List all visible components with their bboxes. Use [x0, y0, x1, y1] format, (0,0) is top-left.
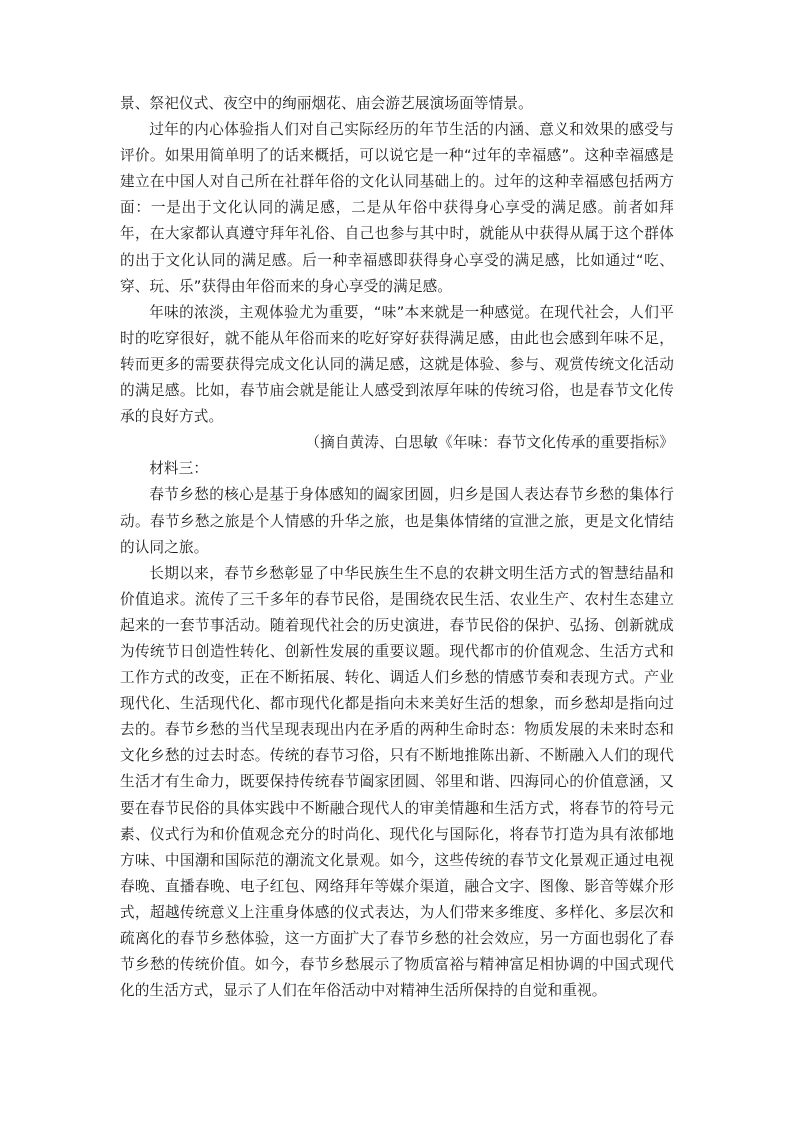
source-citation: （摘自黄涛、白思敏《年味：春节文化传承的重要指标》: [305, 434, 674, 452]
paragraph-spring-nostalgia-core: 春节乡愁的核心是基于身体感知的阖家团圆，归乡是国人表达春节乡愁的集体行动。春节乡愁之旅是个人情感的升华之旅，也是集体情绪的宣泄之旅，更是文化情结的认同之旅。: [120, 486, 674, 556]
paragraph-spring-nostalgia-history: 长期以来，春节乡愁彰显了中华民族生生不息的农耕文明生活方式的智慧结晶和价值追求。流传了三千多年的春节民俗，是围绕农民生活、农业生产、农村生态建立起来的一套节事活动。随着现代社会的历史演进，春节民俗的保护、弘扬、创新就成为传统节日创造性转化、创新性发展的重要议题。现代都市的价值观念、生活方式和工作方式的改变，正在不断拓展、转化、调适人们乡愁的情感节奏和表现方式。产业现代化、生活现代化、都市现代化都是指向未来美好生活的想象，而乡愁却是指向过去的。春节乡愁的当代呈现表现出内在矛盾的两种生命时态：物质发展的未来时态和文化乡愁的过去时态。传统的春节习俗，只有不断地推陈出新、不断融入人们的现代生活才有生命力，既要保持传统春节阖家团圆、邻里和谐、四海同心的价值意涵，又要在春节民俗的具体实践中不断融合现代人的审美情趣和生活方式，将春节的符号元素、仪式行为和价值观念充分的时尚化、现代化与国际化，将春节打造为具有浓郁地方味、中国潮和国际范的潮流文化景观。如今，这些传统的春节文化景观正通过电视春晚、直播春晚、电子红包、网络拜年等媒介渠道，融合文字、图像、影音等媒介形式，超越传统意义上注重身体感的仪式表达，为人们带来多维度、多样化、多层次和疏离化的春节乡愁体验，这一方面扩大了春节乡愁的社会效应，另一方面也弱化了春节乡愁的传统价值。如今，春节乡愁展示了物质富裕与精神富足相协调的中国式现代化的生活方式，显示了人们在年俗活动中对精神生活所保持的自觉和重视。: [120, 564, 674, 1000]
paragraph-continuation: 景、祭祀仪式、夜空中的绚丽烟花、庙会游艺展演场面等情景。: [120, 95, 533, 112]
section-heading-material-three: 材料三：: [149, 460, 209, 478]
document-body: [120, 91, 674, 1004]
paragraph-inner-experience: 过年的内心体验指人们对自己实际经历的年节生活的内涵、意义和效果的感受与评价。如果用简单明了的话来概括，可以说它是一种“过年的幸福感”。这种幸福感是建立在中国人对自己所在社群年俗的文化认同基础上的。过年的这种幸福感包括两方面：一是出于文化认同的满足感，二是从年俗中获得身心享受的满足感。前者如拜年，在大家都认真遵守拜年礼俗、自己也参与其中时，就能从中获得从属于这个群体的出于文化认同的满足感。后一种幸福感即获得身心享受的满足感，比如通过“吃、穿、玩、乐”获得由年俗而来的身心享受的满足感。: [120, 121, 674, 295]
paragraph-nianwei: 年味的浓淡，主观体验尤为重要，“味”本来就是一种感觉。在现代社会，人们平时的吃穿很好，就不能从年俗而来的吃好穿好获得满足感，由此也会感到年味不足，转而更多的需要获得完成文化认同的满足感，这就是体验、参与、观赏传统文化活动的满足感。比如，春节庙会就是能让人感受到浓厚年味的传统习俗，也是春节文化传承的良好方式。: [120, 303, 674, 426]
